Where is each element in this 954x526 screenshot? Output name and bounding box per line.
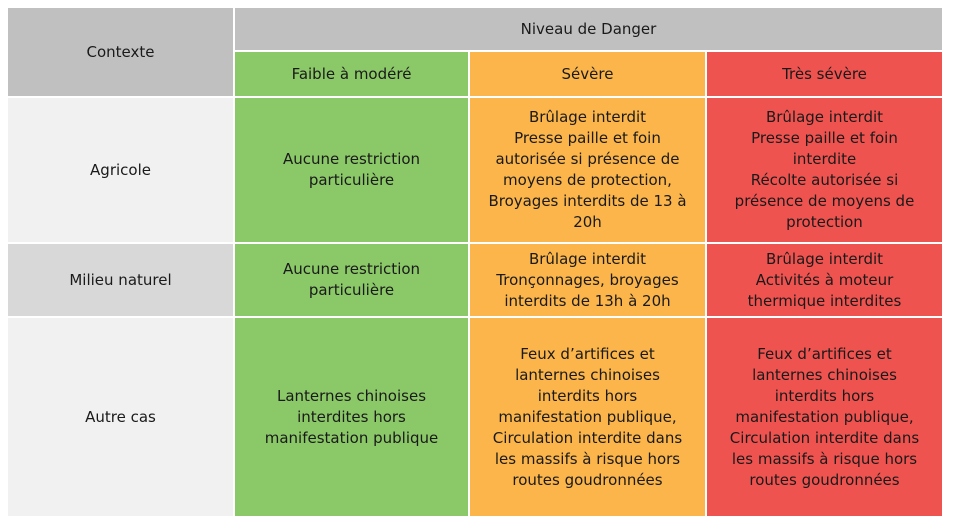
header-level-low: Faible à modéré (233, 52, 468, 96)
cell-autre-cas-very-severe: Feux d’artifices et lanternes chinoises interdits hors manifestation publique, Circulation interdite dans les massifs à risque hors routes goudronnées (705, 316, 942, 516)
header-level-very-severe: Très sévère (705, 52, 942, 96)
cell-autre-cas-severe: Feux d’artifices et lanternes chinoises interdits hors manifestation publique, Circulation interdite dans les massifs à risque hors routes goudronnées (468, 316, 705, 516)
cell-agricole-very-severe: Brûlage interdit Presse paille et foin interdite Récolte autorisée si présence de moyens de protection (705, 96, 942, 242)
cell-milieu-naturel-low: Aucune restriction particulière (233, 242, 468, 316)
row-context-agricole: Agricole (8, 96, 233, 242)
danger-table (8, 8, 942, 516)
cell-milieu-naturel-severe: Brûlage interdit Tronçonnages, broyages interdits de 13h à 20h (468, 242, 705, 316)
row-context-milieu-naturel: Milieu naturel (8, 242, 233, 316)
header-level-severe: Sévère (468, 52, 705, 96)
cell-milieu-naturel-very-severe: Brûlage interdit Activités à moteur thermique interdites (705, 242, 942, 316)
header-danger-level: Niveau de Danger (233, 8, 942, 52)
cell-agricole-severe: Brûlage interdit Presse paille et foin autorisée si présence de moyens de protection, Broyages interdits de 13 à 20h (468, 96, 705, 242)
row-context-autre-cas: Autre cas (8, 316, 233, 516)
header-context: Contexte (8, 8, 233, 96)
cell-agricole-low: Aucune restriction particulière (233, 96, 468, 242)
cell-autre-cas-low: Lanternes chinoises interdites hors manifestation publique (233, 316, 468, 516)
